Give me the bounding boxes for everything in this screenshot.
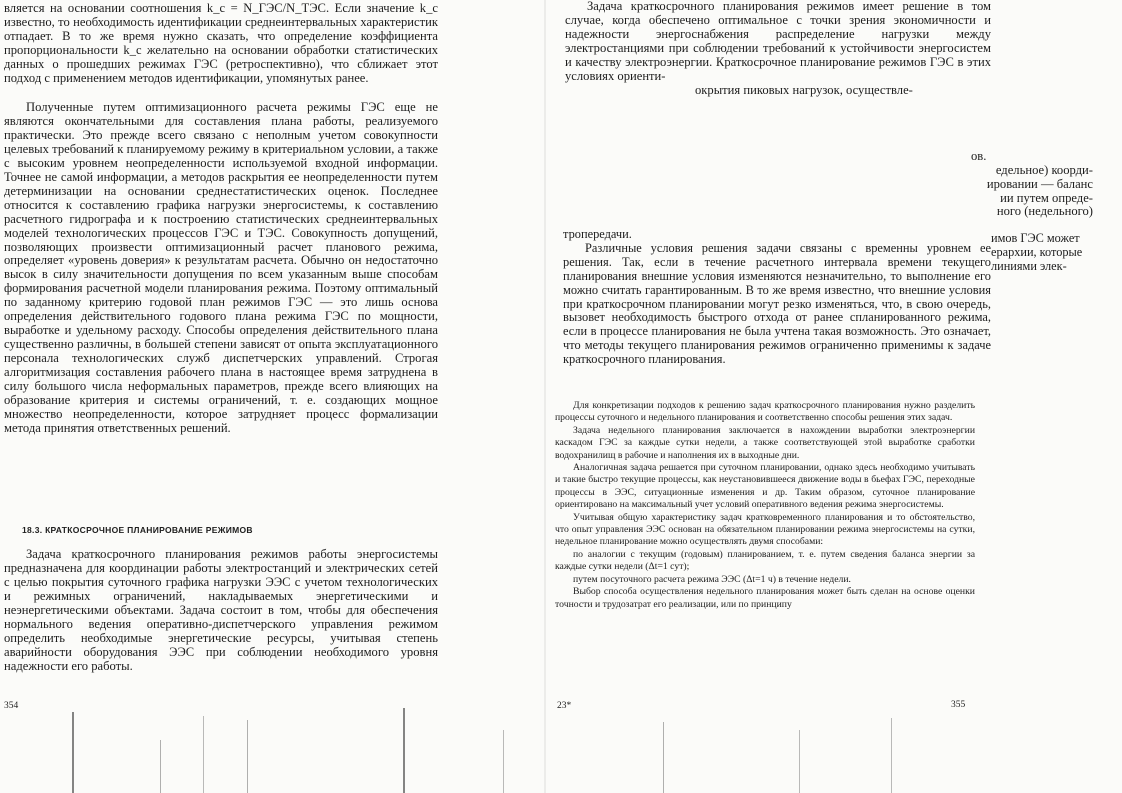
small-paragraph: Учитывая общую характеристику задач кратковременного планирования и то обстоятельство, что опыт управления ЭЭС основан на обязательном планировании режима энергосистемы на сутки, недельное планирование можно осуществлять двумя способами: (555, 511, 975, 548)
right-paragraph-1-tail: окрытия пиковых нагрузок, осуществле- (695, 83, 913, 97)
left-paragraph-2: Полученные путем оптимизационного расчета режимы ГЭС еще не являются окончательными для составления плана работы, реализуемого практически. Это прежде всего связано с неполным учетом совокупности целевых требований к планируемому режиму в критериальном условии, а также с высоким уровнем неопределенности используемой входной информации. Точнее не самой информации, а методов раскрытия ее неопределенности путем детерминизации на основании среднестатистических оценок. Последнее относится к составлению графика нагрузки энергосистемы, к составлению расчетного гидрографа и к построению статистических среднеинтервальных моделей технологических процессов ГЭС и ТЭС. Совокупность допущений, позволяющих произвести оптимизационный расчет планового режима, определяет «уровень доверия» к результатам расчета. Обычно он недостаточно высок в силу значительности допущения по всем указанным выше способам формирования расчетной модели планирования режима. Поэтому оптимальный по заданному критерию годовой план режимов ГЭС — это лишь основа определения действительного годового плана режима ГЭС по мощности, выработке и удельному расходу. Способы определения действительного плана существенно различны, в большей степени зависят от опыта эксплуатационного персонала технологических служб диспетчерских управлений. Строгая алгоритмизация составления рабочего плана в настоящее время затруднена в силу большого числа неформальных параметров, прежде всего влияющих на образование критерия и системы ограничений, т. е. создающих мощное множество неопределенности, которое затрудняет процесс формализации метода принятия ответственных решений. (4, 100, 438, 435)
fragment-line: ировании — баланс (986, 176, 1093, 191)
left-page (0, 0, 545, 793)
left-page-number: 354 (4, 701, 19, 711)
fragment-line: едельное) коорди- (995, 162, 1093, 177)
right-paragraph-1: Задача краткосрочного планирования режимов имеет решение в том случае, когда обеспечено оптимальное с точки зрения экономичности и надежности энергоснабжения распределение нагрузки между электростанциями при соблюдении требований к устойчивости энергосистем и качеству электроэнергии. Краткосрочное планирование режимов ГЭС в этих условиях ориенти- (565, 0, 991, 83)
fragment-line: линиями элек- (991, 258, 1067, 273)
scan-smudge (403, 708, 405, 793)
small-paragraph: путем посуточного расчета режима ЭЭС (Δt=1 ч) в течение недели. (573, 573, 851, 585)
overleaf-fragment (971, 150, 1093, 219)
small-paragraph: Для конкретизации подходов к решению задач краткосрочного планирования нужно разделить процессы суточного и недельного планирования и соответственно способы решения этих задач. (555, 400, 975, 424)
fragment-line: ерархии, которые (991, 244, 1083, 259)
scan-smudge (203, 716, 204, 793)
fragment-line: ного (недельного) (996, 204, 1093, 219)
right-page-number: 355 (951, 700, 966, 710)
left-paragraph-1: вляется на основании соотношения k_c = N_ГЭС/N_ТЭС. Если значение k_c известно, то необходимость идентификации среднеинтервальных характеристик отпадает. В то же время нужно сказать, что определение коэффициента пропорциональности k_c желательно на основании обработки статистических данных о прошедших режимах ГЭС (ретроспективно), что сближает этот подход с применением методов идентификации, упомянутых ранее. (4, 1, 438, 85)
small-paragraph: Аналогичная задача решается при суточном планировании, однако здесь необходимо учитывать и такие быстро текущие процессы, как неустановившееся движение воды в бьефах ГЭС, переходные процессы в ЭЭС, ситуационные изменения и др. Таким образом, суточное планирование ориентировано на максимальный учет условий оперативного ведения режима энергосистемы. (555, 462, 975, 511)
scan-smudge (72, 712, 74, 793)
small-paragraph: Задача недельного планирования заключается в нахождении выработки электроэнергии каскадом ГЭС за каждые сутки недели, а также соответствующей этой выработке сработки водохранилищ в рабочие и наполнения их в выходные дни. (555, 424, 975, 461)
section-heading: 18.3. КРАТКОСРОЧНОЕ ПЛАНИРОВАНИЕ РЕЖИМОВ (22, 525, 253, 535)
signature-mark: 23* (557, 701, 572, 711)
small-print-block (555, 400, 975, 611)
small-paragraph: по аналогии с текущим (годовым) планированием, т. е. путем сведения баланса энергии за каждые сутки недели (Δt=1 сут); (555, 548, 975, 573)
right-page (545, 0, 1122, 793)
left-paragraph-3: Задача краткосрочного планирования режимов работы энергосистемы предназначена для координации работы электростанций и электрических сетей с целью покрытия суточного графика нагрузки ЭЭС с учетом технологических и режимных ограничений, накладываемых энергетическими и неэнергетическими объектами. Задача состоит в том, чтобы для обеспечения нормального ведения оперативно-диспетчерского управления режимом определить необходимые энергетические ресурсы, учитывая степень аварийности оборудования ЭЭС при соблюдении необходимого уровня надежности его работы. (4, 547, 438, 673)
scan-smudge (247, 720, 248, 793)
scan-smudge (663, 722, 664, 793)
scan-smudge (160, 740, 161, 793)
small-paragraph: Выбор способа осуществления недельного планирования может быть сделан на основе оценки точности и трудозатрат его реализации, или по принципу (555, 586, 975, 610)
scan-smudge (891, 718, 892, 793)
right-block-2 (563, 228, 991, 367)
fragment-line: имов ГЭС может (991, 231, 1080, 245)
overleaf-fragment-2 (991, 232, 1097, 274)
right-paragraph-2: Различные условия решения задачи связаны с временны уровнем ее решения. Так, если в течение расчетного интервала времени текущего планирования внешние условия изменяются незначительно, то выполнение его можно считать гарантированным. В то же время известно, что внешние условия при краткосрочном планировании могут резко изменяться, что, в свою очередь, вызовет необходимость быстрого отхода от ранее спланированного режима, если в процессе планирования не была учтена такая возможность. Это означает, что методы текущего планирования режимов ограниченно применимы к задаче краткосрочного планирования. (563, 240, 991, 367)
scan-smudge (799, 730, 800, 793)
fragment-line: ов. (971, 149, 987, 163)
fragment-end: тропередачи. (563, 227, 632, 241)
fragment-line: ии путем опреде- (1000, 190, 1093, 205)
scan-smudge (503, 730, 504, 793)
